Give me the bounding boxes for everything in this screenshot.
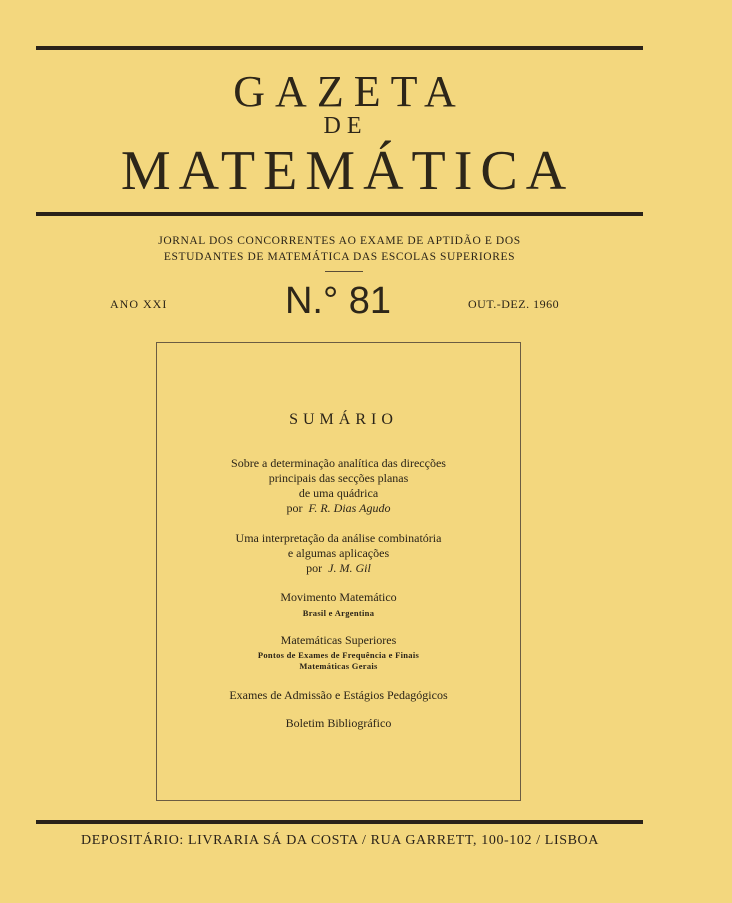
section-exames: Exames de Admissão e Estágios Pedagógicos bbox=[229, 688, 448, 702]
article-1-line-3: de uma quádrica bbox=[298, 486, 379, 500]
article-2-line-2: e algumas aplicações bbox=[287, 546, 390, 560]
section-movimento-detail: Brasil e Argentina bbox=[302, 608, 375, 618]
article-2-by: por bbox=[306, 561, 323, 575]
summary-heading: SUMÁRIO bbox=[289, 411, 398, 428]
top-rule bbox=[36, 46, 643, 50]
article-1-line-2: principais das secções planas bbox=[268, 471, 409, 485]
section-superiores-detail-2: Matemáticas Gerais bbox=[299, 661, 378, 671]
subtitle-line-1: JORNAL DOS CONCORRENTES AO EXAME DE APTIDÃO E DOS bbox=[158, 235, 521, 247]
article-1-byline bbox=[156, 501, 521, 516]
masthead-bottom-rule bbox=[36, 212, 643, 216]
issue-date: OUT.-DEZ. 1960 bbox=[468, 297, 560, 311]
section-superiores-title: Matemáticas Superiores bbox=[280, 633, 397, 647]
issue-year: ANO XXI bbox=[110, 297, 168, 311]
section-movimento bbox=[156, 590, 521, 619]
footer-depositario: DEPOSITÁRIO: LIVRARIA SÁ DA COSTA / RUA GARRETT, 100-102 / LISBOA bbox=[81, 833, 599, 848]
issue-number: N.° 81 bbox=[284, 280, 392, 322]
section-movimento-title: Movimento Matemático bbox=[280, 590, 397, 604]
masthead-matematica: MATEMÁTICA bbox=[120, 140, 575, 202]
footer-rule bbox=[36, 820, 643, 824]
article-2 bbox=[156, 531, 521, 576]
masthead-gazeta: GAZETA bbox=[233, 67, 466, 116]
article-1-by: por bbox=[286, 501, 303, 515]
section-boletim: Boletim Bibliográfico bbox=[285, 716, 392, 730]
masthead-de: DE bbox=[323, 113, 368, 139]
article-1 bbox=[156, 456, 521, 516]
article-2-author: J. M. Gil bbox=[328, 561, 371, 575]
section-superiores-detail-1: Pontos de Exames de Frequência e Finais bbox=[257, 650, 420, 660]
article-2-line-1: Uma interpretação da análise combinatória bbox=[235, 531, 442, 545]
subtitle-divider bbox=[325, 271, 363, 272]
section-superiores bbox=[156, 633, 521, 672]
subtitle-line-2: ESTUDANTES DE MATEMÁTICA DAS ESCOLAS SUPERIORES bbox=[163, 251, 516, 263]
article-1-author: F. R. Dias Agudo bbox=[308, 501, 391, 515]
article-2-byline bbox=[156, 561, 521, 576]
article-1-line-1: Sobre a determinação analítica das direcções bbox=[231, 456, 446, 470]
